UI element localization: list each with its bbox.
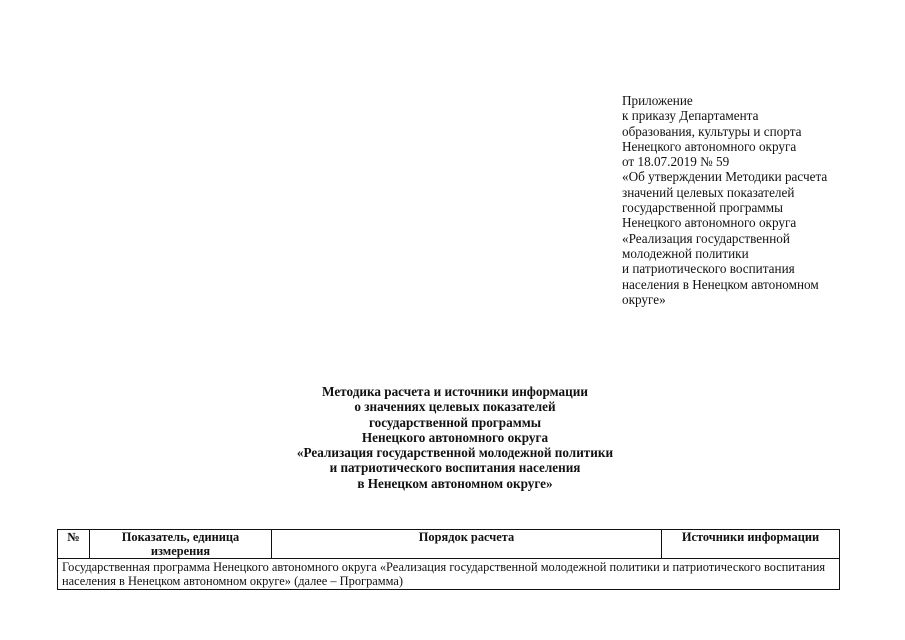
- title-line: о значениях целевых показателей: [354, 399, 556, 415]
- appendix-block: [622, 93, 862, 307]
- appendix-line: и патриотического воспитания: [622, 261, 795, 277]
- appendix-line: образования, культуры и спорта: [622, 123, 802, 139]
- appendix-line: населения в Ненецком автономном: [622, 276, 819, 292]
- appendix-line: от 18.07.2019 № 59: [622, 154, 730, 170]
- appendix-line: «Реализация государственной: [622, 230, 790, 246]
- appendix-line: к приказу Департамента: [622, 108, 759, 124]
- appendix-line: Ненецкого автономного округа: [622, 138, 797, 154]
- appendix-line: значений целевых показателей: [622, 184, 795, 200]
- header-sources: Источники информации: [662, 530, 840, 559]
- program-row-cell: Государственная программа Ненецкого автономного округа «Реализация государственной молодежной политики и патриотического воспитания населения в Ненецком автономном округе» (далее – Программа): [58, 559, 840, 590]
- header-number: №: [58, 530, 90, 559]
- appendix-line: Приложение: [622, 93, 693, 108]
- appendix-line: молодежной политики: [622, 245, 749, 261]
- title-line: и патриотического воспитания населения: [329, 460, 581, 476]
- table-header-row: [58, 530, 840, 559]
- appendix-line: «Об утверждении Методики расчета: [622, 169, 828, 185]
- appendix-line: государственной программы: [622, 200, 783, 216]
- title-line: в Ненецком автономном округе»: [357, 475, 553, 491]
- header-calculation: Порядок расчета: [272, 530, 662, 559]
- title-line: «Реализация государственной молодежной политики: [296, 445, 614, 461]
- header-indicator: Показатель, единица измерения: [90, 530, 272, 559]
- table-row: [58, 559, 840, 590]
- appendix-line: округе»: [622, 291, 666, 307]
- title-line: Методика расчета и источники информации: [322, 384, 588, 399]
- title-line: Ненецкого автономного округа: [361, 429, 549, 445]
- document-title: [250, 384, 660, 491]
- appendix-line: Ненецкого автономного округа: [622, 215, 797, 231]
- indicators-table: [57, 529, 840, 590]
- title-line: государственной программы: [369, 414, 541, 430]
